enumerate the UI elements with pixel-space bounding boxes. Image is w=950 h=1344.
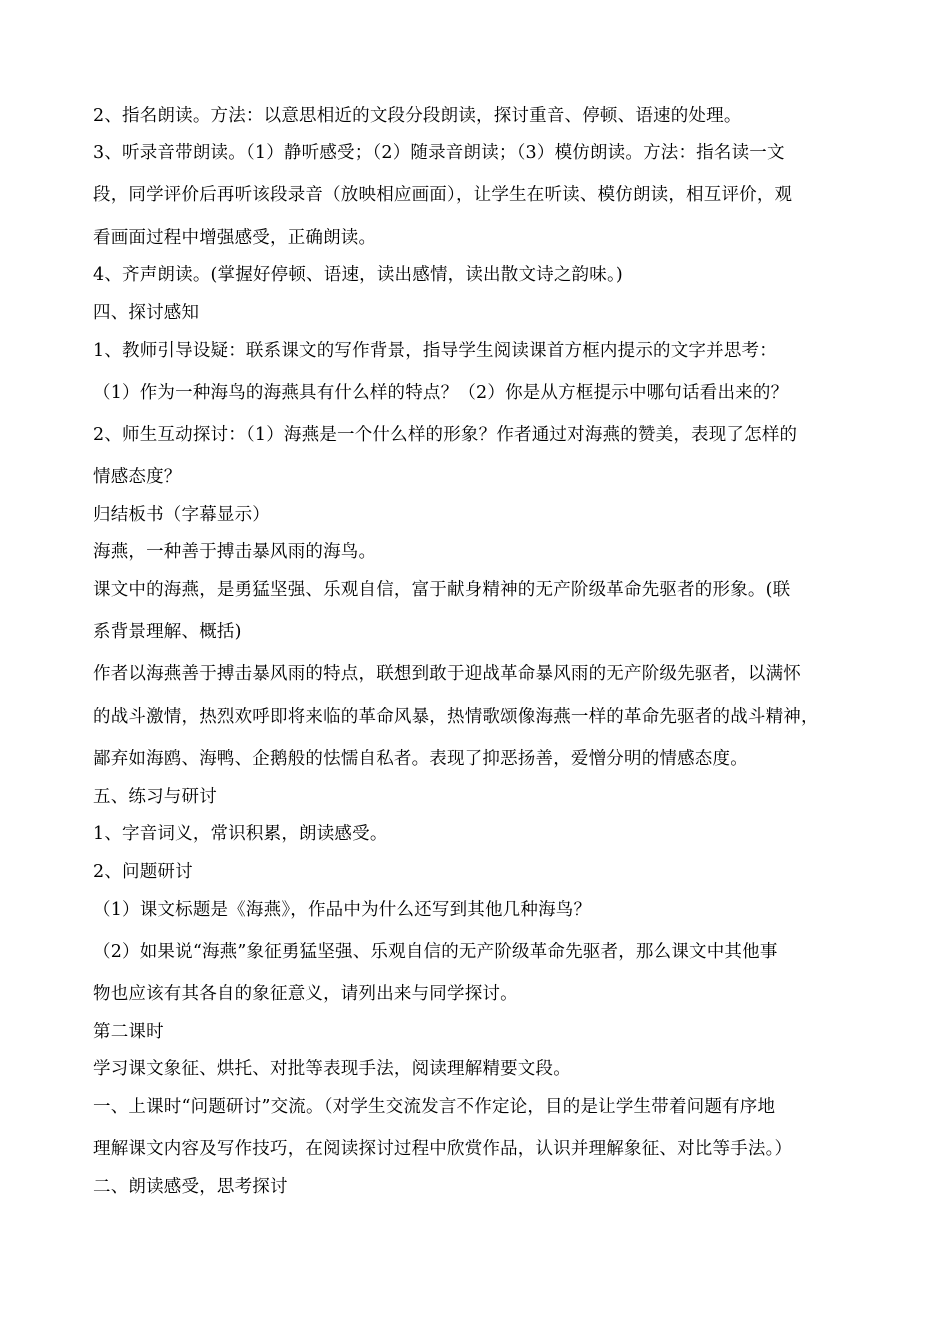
- text-line: 情感态度？: [93, 467, 182, 487]
- text-line: 鄙弃如海鸥、海鸭、企鹅般的怯懦自私者。表现了抑恶扬善，爱憎分明的情感态度。: [93, 749, 748, 769]
- text-line: 3、听录音带朗读。（1）静听感受；（2）随录音朗读；（3）模仿朗读。方法：指名读一文: [93, 143, 785, 163]
- text-line: 的战斗激情，热烈欢呼即将来临的革命风暴，热情歌颂像海燕一样的革命先驱者的战斗精神，: [93, 707, 819, 727]
- text-line: （1）作为一种海鸟的海燕具有什么样的特点？（2）你是从方框提示中哪句话看出来的？: [93, 383, 789, 403]
- text-line: 物也应该有其各自的象征意义，请列出来与同学探讨。: [93, 984, 518, 1004]
- section-heading: 二、朗读感受，思考探讨: [93, 1177, 288, 1197]
- text-line: 1、教师引导设疑：联系课文的写作背景，指导学生阅读课首方框内提示的文字并思考：: [93, 341, 777, 361]
- section-heading: 五、练习与研讨: [93, 787, 217, 807]
- text-line: 1、字音词义，常识积累，朗读感受。: [93, 824, 388, 844]
- text-line: 作者以海燕善于搏击暴风雨的特点，联想到敢于迎战革命暴风雨的无产阶级先驱者，以满怀: [93, 664, 801, 684]
- text-line: 理解课文内容及写作技巧，在阅读探讨过程中欣赏作品，认识并理解象征、对比等手法。）: [93, 1139, 793, 1159]
- text-line: 一、上课时“问题研讨”交流。（对学生交流发言不作定论，目的是让学生带着问题有序地: [93, 1097, 776, 1117]
- text-line: 海燕，一种善于搏击暴风雨的海鸟。: [93, 542, 377, 562]
- text-line: （1）课文标题是《海燕》，作品中为什么还写到其他几种海鸟？: [93, 900, 592, 920]
- text-line: 归结板书（字幕显示）: [93, 505, 270, 525]
- text-line: （2）如果说“海燕”象征勇猛坚强、乐观自信的无产阶级革命先驱者，那么课文中其他事: [93, 942, 778, 962]
- text-line: 课文中的海燕，是勇猛坚强、乐观自信，富于献身精神的无产阶级革命先驱者的形象。(联: [93, 580, 791, 600]
- text-line: 2、指名朗读。方法：以意思相近的文段分段朗读，探讨重音、停顿、语速的处理。: [93, 106, 742, 126]
- text-line: 2、问题研讨: [93, 862, 193, 882]
- text-line: 2、师生互动探讨：（1）海燕是一个什么样的形象？作者通过对海燕的赞美，表现了怎样的: [93, 425, 798, 445]
- text-line: 段，同学评价后再听该段录音（放映相应画面），让学生在听读、模仿朗读，相互评价，观: [93, 185, 793, 205]
- section-heading: 四、探讨感知: [93, 303, 200, 323]
- text-line: 系背景理解、概括): [93, 622, 242, 642]
- section-heading: 第二课时: [93, 1022, 164, 1042]
- text-line: 学习课文象征、烘托、对批等表现手法，阅读理解精要文段。: [93, 1059, 571, 1079]
- text-line: 看画面过程中增强感受，正确朗读。: [93, 228, 377, 248]
- text-line: 4、齐声朗读。(掌握好停顿、语速，读出感情，读出散文诗之韵味。): [93, 265, 623, 285]
